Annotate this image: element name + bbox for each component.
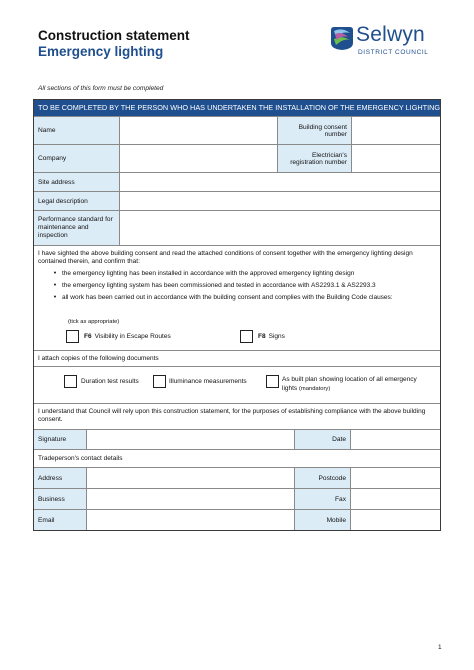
f6-checkbox[interactable] [66, 330, 79, 343]
business-label: Business [34, 489, 86, 509]
site-address-row [34, 172, 440, 191]
building-consent-input[interactable] [351, 117, 440, 144]
f8-checkbox[interactable] [240, 330, 253, 343]
documents-heading: I attach copies of the following documents [34, 350, 440, 366]
as-built-text [282, 375, 432, 394]
form-title: Construction statement [38, 28, 190, 43]
council-logo [330, 22, 440, 62]
company-row [34, 144, 440, 172]
company-input[interactable] [119, 145, 277, 172]
mobile-input[interactable] [350, 510, 440, 530]
duration-option[interactable] [64, 375, 139, 388]
email-input[interactable] [86, 510, 294, 530]
declaration-intro: I have sighted the above building consent and read the attached conditions of consent together with the emergency lighting design contained therein, and confirm that: [38, 250, 413, 265]
address-input[interactable] [86, 468, 294, 488]
signature-input[interactable] [86, 430, 294, 449]
page-number: 1 [438, 644, 442, 651]
logo-mark-icon [330, 25, 354, 51]
declaration-bullet: • the emergency lighting system has been commissioned and tested in accordance with AS2293.1 & AS2293.3 [53, 282, 376, 289]
bullet-text: the emergency lighting system has been commissioned and tested in accordance with AS2293.1 & AS2293.3 [62, 282, 376, 289]
section-header-bar: TO BE COMPLETED BY THE PERSON WHO HAS UNDERTAKEN THE INSTALLATION OF THE EMERGENCY LIGHTING [34, 100, 440, 116]
signature-label: Signature [34, 430, 86, 449]
address-row [34, 467, 440, 488]
address-label: Address [34, 468, 86, 488]
illuminance-text: Illuminance measurements [169, 378, 247, 385]
company-label: Company [34, 145, 119, 172]
building-consent-label: Building consent number [277, 117, 351, 144]
mobile-label: Mobile [294, 510, 350, 530]
logo-subtitle: DISTRICT COUNCIL [358, 49, 429, 56]
performance-standard-label: Performance standard for maintenance and inspection [34, 211, 119, 245]
declaration-bullet: • all work has been carried out in accordance with the building consent and complies with the Building Code clauses: [53, 294, 393, 301]
duration-checkbox[interactable] [64, 375, 77, 388]
legal-description-label: Legal description [34, 192, 119, 210]
site-address-label: Site address [34, 173, 119, 191]
electrician-label: Electrician's registration number [277, 145, 351, 172]
tradeperson-heading: Tradeperson's contact details [34, 449, 440, 467]
illuminance-checkbox[interactable] [153, 375, 166, 388]
f6-text: Visibility in Escape Routes [94, 333, 171, 340]
name-input[interactable] [119, 117, 277, 144]
business-input[interactable] [86, 489, 294, 509]
site-address-input[interactable] [119, 173, 440, 191]
bullet-text: the emergency lighting has been installed in accordance with the approved emergency lighting design [62, 270, 355, 277]
f6-option[interactable] [66, 330, 171, 343]
signature-row [34, 429, 440, 449]
form-table [33, 99, 441, 531]
name-row [34, 116, 440, 144]
postcode-label: Postcode [294, 468, 350, 488]
mandatory-note: (mandatory) [299, 386, 331, 392]
legal-description-row [34, 191, 440, 210]
f8-option[interactable] [240, 330, 285, 343]
tick-note: (tick as appropriate) [68, 319, 120, 325]
date-input[interactable] [350, 430, 440, 449]
understanding-statement: I understand that Council will rely upon this construction statement, for the purposes of establishing compliance with the above building consent. [34, 403, 440, 429]
completion-note: All sections of this form must be completed [38, 85, 164, 92]
duration-text: Duration test results [81, 378, 139, 385]
logo-name: Selwyn [356, 23, 425, 46]
business-row [34, 488, 440, 509]
form-subtitle: Emergency lighting [38, 44, 164, 59]
declaration-section [34, 245, 440, 350]
performance-standard-input[interactable] [119, 211, 440, 245]
f8-text: Signs [268, 333, 285, 340]
as-built-label: As built plan showing location of all emergency lights [282, 376, 417, 392]
as-built-option[interactable] [266, 375, 432, 394]
fax-input[interactable] [350, 489, 440, 509]
fax-label: Fax [294, 489, 350, 509]
electrician-input[interactable] [351, 145, 440, 172]
date-label: Date [294, 430, 350, 449]
legal-description-input[interactable] [119, 192, 440, 210]
bullet-text: all work has been carried out in accordance with the building consent and complies with the Building Code clauses: [62, 294, 393, 301]
email-row [34, 509, 440, 530]
as-built-checkbox[interactable] [266, 375, 279, 388]
name-label: Name [34, 117, 119, 144]
illuminance-option[interactable] [153, 375, 247, 388]
f6-code: F6 [84, 333, 92, 340]
performance-standard-row [34, 210, 440, 245]
f8-code: F8 [258, 333, 266, 340]
email-label: Email [34, 510, 86, 530]
postcode-input[interactable] [350, 468, 440, 488]
declaration-bullet: • the emergency lighting has been installed in accordance with the approved emergency lighting design [53, 270, 355, 277]
documents-options [34, 366, 440, 403]
